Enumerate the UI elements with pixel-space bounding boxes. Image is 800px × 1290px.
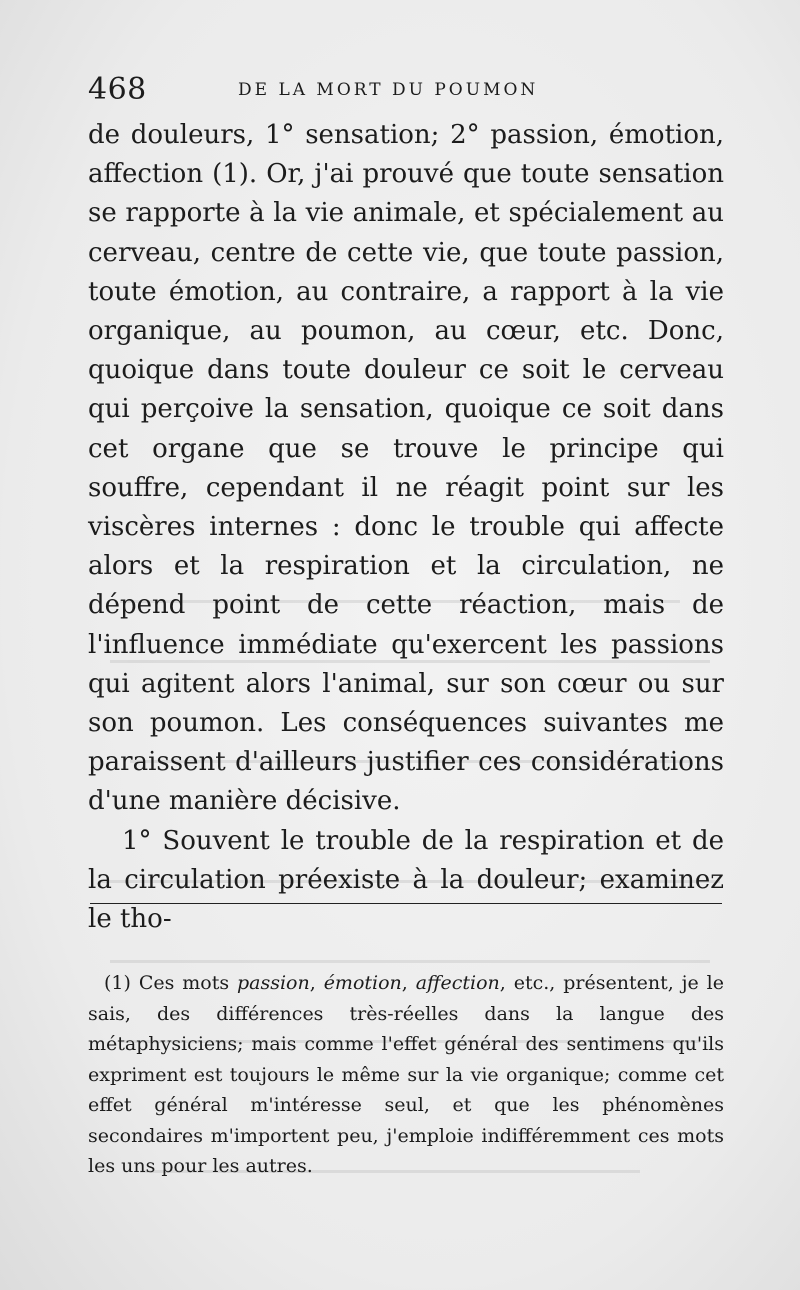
main-text [88,116,724,939]
footnote-rest: , etc., présentent, je le sais, des différences très-réelles dans la langue des métaphysiciens; mais comme l'effet général des sentimens qu'ils expriment est toujours le même sur la vie organique; comme cet effet général m'intéresse seul, et que les phénomènes secondaires m'importent peu, j'emploie indifféremment ces mots les uns pour les autres. [88,972,724,1177]
footnote [88,968,724,1182]
footnote-separator [90,903,722,904]
page-header [88,72,728,108]
footnote-opening: (1) Ces mots [104,972,237,994]
paragraph: 1° Souvent le trouble de la respiration et de la circulation préexiste à la douleur; examinez le tho- [88,825,724,935]
running-title: DE LA MORT DU POUMON [238,80,539,100]
footnote-term: passion [236,972,310,994]
footnote-separator-text: , [401,972,416,994]
footnote-separator-text: , [309,972,324,994]
page-number: 468 [88,72,147,107]
footnote-term: émotion [323,972,402,994]
footnote-text [88,968,724,1182]
footnote-term: affection [415,972,500,994]
paragraph: de douleurs, 1° sensation; 2° passion, émotion, affection (1). Or, j'ai prouvé que toute sensation se rapporte à la vie animale, et spécialement au cerveau, centre de cette vie, que toute passion, toute émotion, au contraire, a rapport à la vie organique, au poumon, au cœur, etc. Donc, quoique dans toute douleur ce soit le cerveau qui perçoive la sensation, quoique ce soit dans cet organe que se trouve le principe qui souffre, cependant il ne réagit point sur les viscères internes : donc le trouble qui affecte alors et la respiration et la circulation, ne dépend point de cette réaction, mais de l'influence immédiate qu'exercent les passions qui agitent alors l'animal, sur son cœur ou sur son poumon. Les conséquences suivantes me paraissent d'ailleurs justifier ces considérations d'une manière décisive. [88,120,724,817]
